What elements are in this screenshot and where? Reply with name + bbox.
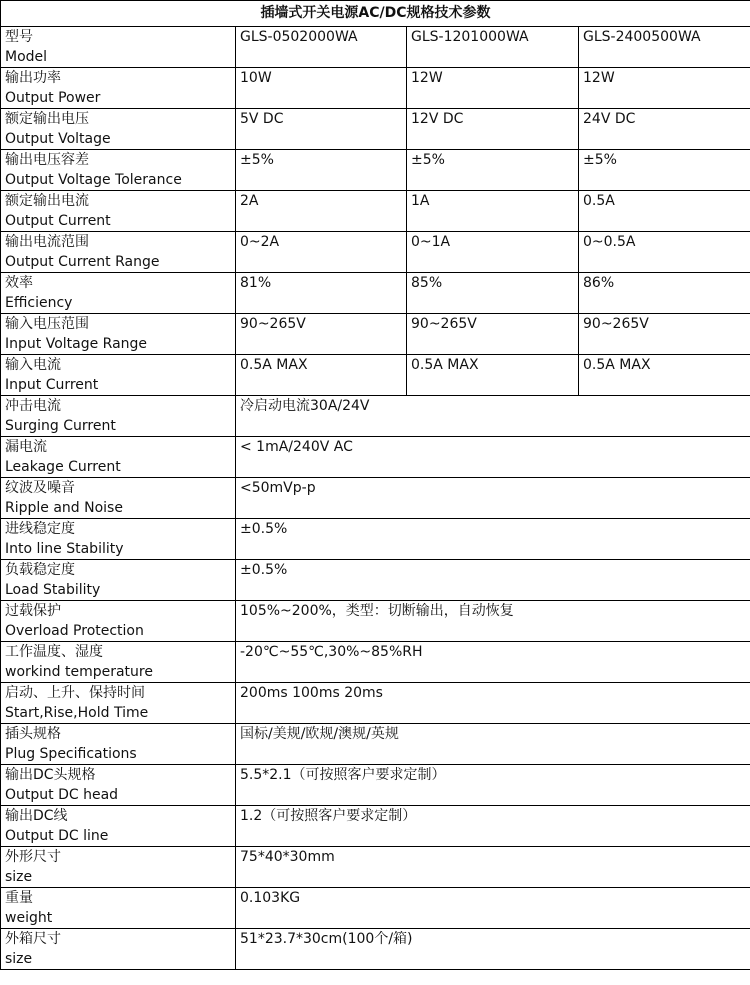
label-cn: 过载保护 [5,603,61,619]
value-cell [236,68,407,109]
table-row [1,232,750,273]
merged-value-cell [236,683,750,724]
merged-value-cell [236,478,750,519]
row-label [1,109,236,150]
table-row [1,396,750,437]
model-name: GLS-1201000WA [411,29,529,45]
table-row [1,847,750,888]
cell-value: 0~0.5A [583,234,636,250]
value-cell [579,191,750,232]
row-label [1,765,236,806]
row-label [1,519,236,560]
row-label [1,560,236,601]
value-cell [579,314,750,355]
cell-value: 90~265V [240,316,306,332]
value-cell [407,150,579,191]
cell-value: ±0.5% [240,562,288,578]
row-label [1,847,236,888]
label-cn: 插头规格 [5,726,61,742]
value-cell [407,68,579,109]
label-en: Overload Protection [5,623,144,639]
label-cn: 负载稳定度 [5,562,75,578]
row-label [1,724,236,765]
row-label [1,478,236,519]
table-row [1,273,750,314]
merged-value-cell [236,765,750,806]
value-cell [236,191,407,232]
label-cn: 重量 [5,890,33,906]
row-label [1,27,236,68]
row-label [1,396,236,437]
table-row [1,601,750,642]
value-cell [407,109,579,150]
table-row [1,806,750,847]
label-en: Output Current Range [5,254,160,270]
label-cn: 输入电压范围 [5,316,89,332]
cell-value: <50mVp-p [240,480,316,496]
label-cn: 输出DC线 [5,808,68,824]
label-en: Output Voltage [5,131,111,147]
cell-value: ±5% [240,152,274,168]
label-cn: 额定输出电压 [5,111,89,127]
value-cell [236,109,407,150]
cell-value: 86% [583,275,615,291]
label-cn: 输入电流 [5,357,61,373]
label-cn: 纹波及噪音 [5,480,75,496]
label-cn: 冲击电流 [5,398,61,414]
value-cell [579,355,750,396]
cell-value: 0.5A MAX [583,357,651,373]
value-cell [579,232,750,273]
cell-value: 105%~200%，类型：切断输出，自动恢复 [240,603,514,619]
label-cn: 额定输出电流 [5,193,89,209]
table-row [1,314,750,355]
cell-value: 0~2A [240,234,280,250]
label-en: Start,Rise,Hold Time [5,705,149,721]
merged-value-cell [236,396,750,437]
cell-value: 0.5A MAX [411,357,479,373]
cell-value: 24V DC [583,111,636,127]
cell-value: 2A [240,193,259,209]
table-row [1,560,750,601]
merged-value-cell [236,888,750,929]
label-en: Output Voltage Tolerance [5,172,182,188]
title-row [1,1,750,27]
label-cn: 输出功率 [5,70,61,86]
row-label [1,232,236,273]
label-en: workind temperature [5,664,153,680]
cell-value: 国标/美规/欧规/澳规/英规 [240,726,399,742]
value-cell [236,232,407,273]
table-row [1,68,750,109]
value-cell [579,273,750,314]
label-en: Load Stability [5,582,101,598]
label-cn: 型号 [5,29,33,45]
cell-value: 12W [411,70,443,86]
cell-value: 90~265V [411,316,477,332]
row-label [1,437,236,478]
cell-value: 90~265V [583,316,649,332]
label-cn: 启动、上升、保持时间 [5,685,145,701]
label-en: size [5,869,33,885]
row-label [1,683,236,724]
table-row [1,765,750,806]
cell-value: ±0.5% [240,521,288,537]
merged-value-cell [236,519,750,560]
cell-value: 200ms 100ms 20ms [240,685,383,701]
row-label [1,314,236,355]
label-en: weight [5,910,53,926]
merged-value-cell [236,929,750,970]
row-label [1,929,236,970]
label-en: size [5,951,33,967]
cell-value: 5.5*2.1（可按照客户要求定制） [240,767,446,783]
row-label [1,601,236,642]
table-title: 插墙式开关电源AC/DC规格技术参数 [1,1,750,27]
value-cell [407,314,579,355]
merged-value-cell [236,437,750,478]
row-label [1,642,236,683]
cell-value: 51*23.7*30cm(100个/箱) [240,931,413,947]
value-cell [407,191,579,232]
label-en: Efficiency [5,295,73,311]
row-label [1,806,236,847]
cell-value: 0~1A [411,234,451,250]
label-cn: 外形尺寸 [5,849,61,865]
row-label [1,150,236,191]
table-row [1,724,750,765]
cell-value: 冷启动电流30A/24V [240,398,370,414]
merged-value-cell [236,601,750,642]
label-en: Input Voltage Range [5,336,148,352]
cell-value: 75*40*30mm [240,849,335,865]
cell-value: 10W [240,70,272,86]
value-cell [407,355,579,396]
cell-value: < 1mA/240V AC [240,439,353,455]
label-en: Output DC head [5,787,119,803]
table-row [1,109,750,150]
model-row [1,27,750,68]
row-label [1,191,236,232]
label-cn: 工作温度、湿度 [5,644,103,660]
value-cell [579,68,750,109]
value-cell [236,314,407,355]
table-row [1,642,750,683]
model-cell [579,27,750,68]
value-cell [407,273,579,314]
label-en: Ripple and Noise [5,500,123,516]
table-row [1,191,750,232]
model-name: GLS-0502000WA [240,29,358,45]
cell-value: 0.103KG [240,890,301,906]
row-label [1,888,236,929]
label-en: Output Current [5,213,111,229]
value-cell [579,109,750,150]
label-cn: 输出电压容差 [5,152,89,168]
cell-value: 5V DC [240,111,284,127]
label-en: Into line Stability [5,541,124,557]
merged-value-cell [236,560,750,601]
label-cn: 外箱尺寸 [5,931,61,947]
cell-value: -20℃~55℃,30%~85%RH [240,644,423,660]
table-row [1,150,750,191]
cell-value: 0.5A MAX [240,357,308,373]
cell-value: 12V DC [411,111,464,127]
value-cell [236,355,407,396]
label-cn: 漏电流 [5,439,47,455]
cell-value: 81% [240,275,272,291]
row-label [1,273,236,314]
cell-value: ±5% [411,152,445,168]
table-row [1,683,750,724]
cell-value: 0.5A [583,193,615,209]
table-row [1,929,750,970]
model-cell [236,27,407,68]
value-cell [236,273,407,314]
label-cn: 效率 [5,275,33,291]
label-cn: 输出DC头规格 [5,767,96,783]
row-label [1,355,236,396]
value-cell [579,150,750,191]
merged-value-cell [236,724,750,765]
table-row [1,888,750,929]
merged-value-cell [236,642,750,683]
label-en: Output DC line [5,828,109,844]
label-cn: 进线稳定度 [5,521,75,537]
label-en: Plug Specifications [5,746,137,762]
label-en: Surging Current [5,418,116,434]
table-row [1,437,750,478]
table-row [1,478,750,519]
value-cell [236,150,407,191]
row-label [1,68,236,109]
cell-value: ±5% [583,152,617,168]
model-name: GLS-2400500WA [583,29,701,45]
table-row [1,519,750,560]
cell-value: 12W [583,70,615,86]
model-cell [407,27,579,68]
label-en: Leakage Current [5,459,121,475]
label-en: Output Power [5,90,101,106]
table-row [1,355,750,396]
cell-value: 85% [411,275,443,291]
value-cell [407,232,579,273]
label-cn: 输出电流范围 [5,234,89,250]
label-en: Model [5,49,48,65]
merged-value-cell [236,806,750,847]
cell-value: 1A [411,193,430,209]
cell-value: 1.2（可按照客户要求定制） [240,808,417,824]
merged-value-cell [236,847,750,888]
label-en: Input Current [5,377,99,393]
